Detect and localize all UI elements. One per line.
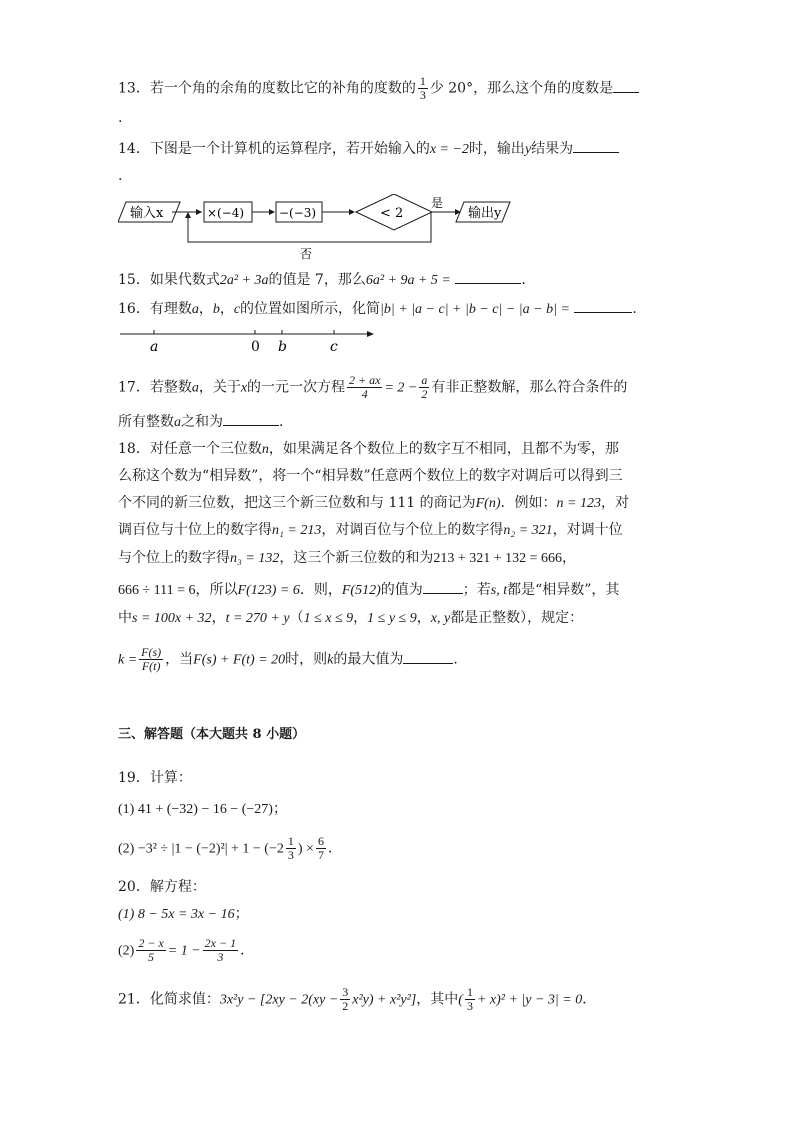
q20-frac1-num: 2 − x — [138, 936, 164, 950]
q19-expr1: (1) 41 + (−32) − 16 − (−27) — [118, 802, 273, 817]
q18-x-range: 1 ≤ x ≤ 9 — [303, 611, 354, 626]
q20-mid: = 1 − — [167, 943, 201, 959]
q14-line — [118, 138, 619, 160]
q19-expr2a: (2) −3² ÷ |1 − (−2)²| + 1 − (−2 — [118, 841, 284, 857]
q15-text: 如果代数式 — [149, 272, 220, 288]
q16-var-c: c — [233, 302, 241, 317]
q20-p2-label: (2) — [118, 943, 135, 959]
number-line-arrow — [367, 331, 374, 337]
q18-text-6i: 都是“相异数”，其 — [507, 582, 620, 598]
q20-p2-end: ． — [240, 942, 255, 959]
q17-line1 — [118, 374, 627, 401]
q21-frac-den: 2 — [342, 999, 349, 1013]
q17-line2 — [118, 411, 283, 433]
q17-number: 17． — [118, 379, 150, 396]
q15-period: . — [521, 272, 526, 288]
q18-k-num: F(s) — [141, 645, 162, 659]
q18-n1: n₁ = 213 — [272, 523, 322, 538]
q18-text-1b: ，如果满足各个数位上的数字互不相同，且都不为零，那 — [268, 441, 619, 457]
q19-heading: 19．计算： — [118, 770, 192, 786]
q18-n3: n₃ = 132 — [230, 551, 280, 566]
tick-label-b: b — [278, 339, 287, 355]
q18-text-3b: ．例如： — [500, 495, 557, 511]
q16-answer-blank[interactable] — [574, 298, 632, 313]
q21-frac-num: 3 — [342, 985, 349, 999]
q16-text-b: 的位置如图所示，化简 — [240, 301, 381, 317]
q17-period: . — [279, 414, 284, 430]
q19-mixed-fraction — [286, 835, 296, 862]
q18-text-3a: 个不同的新三位数，把这三个新三位数和与 111 的商记为 — [118, 495, 476, 511]
q18-text-5c: ，这三个新三位数的和为 — [279, 550, 434, 566]
q20-part1 — [118, 904, 249, 925]
q21-expr-a: 3x²y − [2xy − 2(xy − — [219, 992, 339, 1008]
q21-line — [118, 986, 596, 1013]
q20-frac1-den: 5 — [148, 950, 155, 964]
q18-text-3d: ，对 — [600, 495, 629, 511]
q18-text-8f: 的最大值为 — [333, 651, 404, 668]
q18-line2: 么称这个数为“相异数”，将一个“相异数”任意两个数位上的数字对调后可以得到三 — [118, 468, 623, 484]
q15-line — [118, 269, 526, 291]
q18-line5 — [118, 548, 576, 569]
q18-example-n: n = 123 — [556, 496, 601, 511]
flow-condition-label: < 2 — [380, 206, 404, 221]
q17-var-a: a — [191, 380, 199, 396]
q19-mix-num: 1 — [287, 834, 294, 848]
q18-text-6g: ；若 — [462, 582, 491, 598]
q14-text-b: 时，输出 — [468, 141, 525, 157]
q18-period: . — [453, 651, 458, 668]
q15-number: 15． — [118, 272, 150, 288]
q15-expr2: 6a² + 9a + 5 = — [365, 273, 451, 288]
q18-division: 666 ÷ 111 = 6 — [118, 583, 196, 598]
q14-var-y: y — [524, 142, 532, 157]
q14-text: 下图是一个计算机的运算程序，若开始输入的 — [149, 141, 430, 157]
q18-n2: n₂ = 321 — [503, 523, 553, 538]
q17-line2-text: 所有整数 — [118, 414, 174, 430]
q17-line2-var: a — [174, 415, 181, 430]
q18-text-7k: 都是正整数），规定： — [450, 610, 584, 626]
q14-text-c: 结果为 — [531, 141, 574, 157]
q16-expr: |b| + |a − c| + |b − c| − |a − b| = — [380, 302, 570, 317]
q19-p2-end: ． — [327, 840, 342, 857]
q19-frac-den: 7 — [317, 848, 324, 862]
q18-text-7e: （ — [289, 610, 304, 626]
q18-var-n: n — [261, 442, 269, 457]
q20-eq1: (1) 8 − 5x = 3x − 16 — [118, 907, 235, 922]
q15-text-b: 的值是 7，那么 — [268, 272, 366, 288]
q16-text: 有理数 — [149, 301, 192, 317]
q15-expr1: 2a² + 3a — [219, 273, 269, 288]
q20-p1-end: ； — [234, 906, 249, 922]
q17-line2-text-b: 之和为 — [181, 414, 223, 430]
q13-line — [118, 75, 639, 102]
q13-text-b: 少 20°，那么这个角的度数是 — [429, 80, 614, 97]
flow-yes-label: 是 — [431, 196, 444, 210]
tick-label-a: a — [150, 339, 159, 355]
q19-mix-den: 3 — [287, 848, 294, 862]
q18-y-range: 1 ≤ y ≤ 9 — [367, 611, 417, 626]
q18-text-4e: ，对调十位 — [552, 522, 623, 538]
q17-frac2-num: a — [421, 373, 428, 387]
q18-line1 — [118, 439, 619, 460]
flow-arrowhead-no — [185, 212, 191, 218]
q18-line3 — [118, 493, 629, 514]
q17-frac2-den: 2 — [421, 387, 428, 401]
q18-k-fraction — [139, 646, 163, 673]
tick-label-c: c — [330, 339, 338, 355]
q21-text: ，其中 — [416, 991, 459, 1008]
q17-text: 若整数 — [149, 379, 192, 396]
q18-text-4c: ，对调百位与个位上的数字得 — [321, 522, 504, 538]
q16-sep2: ， — [219, 301, 234, 317]
q18-text-7g: ， — [353, 610, 368, 626]
q21-end: ． — [582, 991, 597, 1008]
q16-sep1: ， — [198, 301, 213, 317]
q13-fraction — [418, 75, 428, 102]
q17-mid: = 2 − — [384, 380, 418, 396]
q18-line7 — [118, 608, 583, 629]
q19-expr2b: ) × — [297, 841, 314, 857]
q14-input-expr: x = −2 — [429, 142, 469, 157]
q19-fraction — [316, 835, 326, 862]
q14-number: 14． — [118, 141, 150, 157]
q14-answer-blank[interactable] — [573, 138, 619, 153]
q18-sum: 213 + 321 + 132 = 666 — [433, 551, 563, 566]
q18-text-7i: ， — [416, 610, 431, 626]
q21-cond-b: + x)² + |y − 3| = 0 — [476, 992, 583, 1008]
q21-frac — [340, 986, 350, 1013]
tick-label-0: 0 — [251, 339, 260, 355]
q18-f123: F(123) = 6 — [237, 583, 300, 598]
flow-no-label: 否 — [300, 247, 313, 261]
q18-text-5e: ， — [562, 550, 577, 566]
q18-text-7a: 中 — [118, 610, 132, 626]
q20-part2 — [118, 937, 254, 964]
q21-cond-num: 1 — [466, 985, 473, 999]
q18-text-6d: ．则， — [299, 582, 342, 598]
q18-text-1: 18．对任意一个三位数 — [118, 441, 262, 457]
q21-expr-b: x²y) + x²y²] — [352, 992, 417, 1008]
flow-input-label: 输入x — [130, 206, 164, 221]
q18-sum-cond: F(s) + F(t) = 20 — [193, 652, 286, 668]
q13-number: 13． — [118, 80, 150, 97]
q18-answer-blank-2[interactable] — [403, 649, 453, 664]
q16-period: . — [632, 301, 637, 317]
q18-line6 — [118, 579, 619, 601]
q18-fn: F(n) — [475, 496, 501, 511]
q18-text-8d: 时，则 — [285, 651, 328, 668]
q17-text-c: 的一元一次方程 — [247, 379, 346, 396]
q20-heading: 20．解方程： — [118, 879, 206, 895]
q14-flowchart — [118, 194, 528, 262]
q20-frac2-den: 3 — [217, 950, 224, 964]
q17-fraction2 — [419, 374, 429, 401]
q18-text-5a: 与个位上的数字得 — [118, 550, 230, 566]
q18-var-k: k — [327, 652, 334, 668]
q20-frac2-num: 2x − 1 — [204, 936, 237, 950]
q13-period: . — [118, 110, 123, 126]
q18-s-def: s = 100x + 32 — [132, 611, 212, 626]
q16-number-line — [118, 326, 378, 356]
q18-answer-blank-1[interactable] — [423, 579, 463, 594]
q21-cond-den: 3 — [466, 999, 473, 1013]
q16-var-a: a — [191, 302, 199, 317]
q20-frac1 — [136, 937, 165, 964]
q16-line — [118, 298, 637, 320]
q18-xy: x, y — [430, 611, 451, 626]
q17-answer-blank[interactable] — [223, 411, 279, 426]
flow-arrowhead-2 — [269, 209, 275, 215]
q18-text-4a: 调百位与十位上的数字得 — [118, 522, 272, 538]
q21-heading: 21．化简求值： — [118, 991, 220, 1008]
q21-cond-a: ( — [458, 992, 463, 1008]
q17-text-b: ，关于 — [198, 379, 241, 396]
q18-text-8b: ，当 — [165, 651, 194, 668]
section-3-heading: 三、解答题（本大题共 8 小题） — [118, 727, 306, 742]
q19-part1 — [118, 799, 287, 820]
q16-var-b: b — [212, 302, 220, 317]
flow-arrowhead-1 — [196, 209, 202, 215]
flow-arrowhead-3 — [349, 209, 355, 215]
q18-f512: F(512) — [341, 583, 381, 598]
q18-text-6f: 的值为 — [380, 582, 423, 598]
q14-period: . — [118, 168, 123, 184]
q18-t-def: t = 270 + y — [225, 611, 290, 626]
q17-var-x: x — [240, 380, 248, 396]
q18-k-den: F(t) — [141, 659, 161, 673]
q20-frac2 — [203, 937, 238, 964]
q16-number: 16． — [118, 301, 150, 317]
q17-fraction1 — [347, 374, 382, 401]
flow-step2-label: −(−3) — [279, 206, 317, 220]
q17-frac1-den: 4 — [361, 387, 368, 401]
q19-p1-end: ； — [272, 801, 287, 817]
q18-text-7c: ， — [211, 610, 226, 626]
q17-frac1-num: 2 + ax — [349, 373, 381, 387]
flow-step1-label: ×(−4) — [207, 206, 245, 220]
q18-st: s, t — [490, 583, 508, 598]
q19-frac-num: 6 — [317, 834, 324, 848]
q18-line8 — [118, 646, 458, 673]
q13-frac-num: 1 — [419, 74, 426, 88]
q18-k-eq: k = — [118, 652, 138, 668]
q18-line4 — [118, 520, 623, 541]
flow-output-label: 输出y — [468, 206, 502, 221]
q15-answer-blank[interactable] — [455, 269, 521, 284]
q19-part2 — [118, 835, 342, 862]
q13-text: 若一个角的余角的度数比它的补角的度数的 — [149, 80, 416, 97]
q17-text-d: 有非正整数解，那么符合条件的 — [431, 379, 628, 396]
q13-frac-den: 3 — [419, 88, 426, 102]
q21-cond-frac — [465, 986, 475, 1013]
q13-answer-blank[interactable] — [613, 78, 639, 93]
q18-text-6b: ，所以 — [195, 582, 238, 598]
